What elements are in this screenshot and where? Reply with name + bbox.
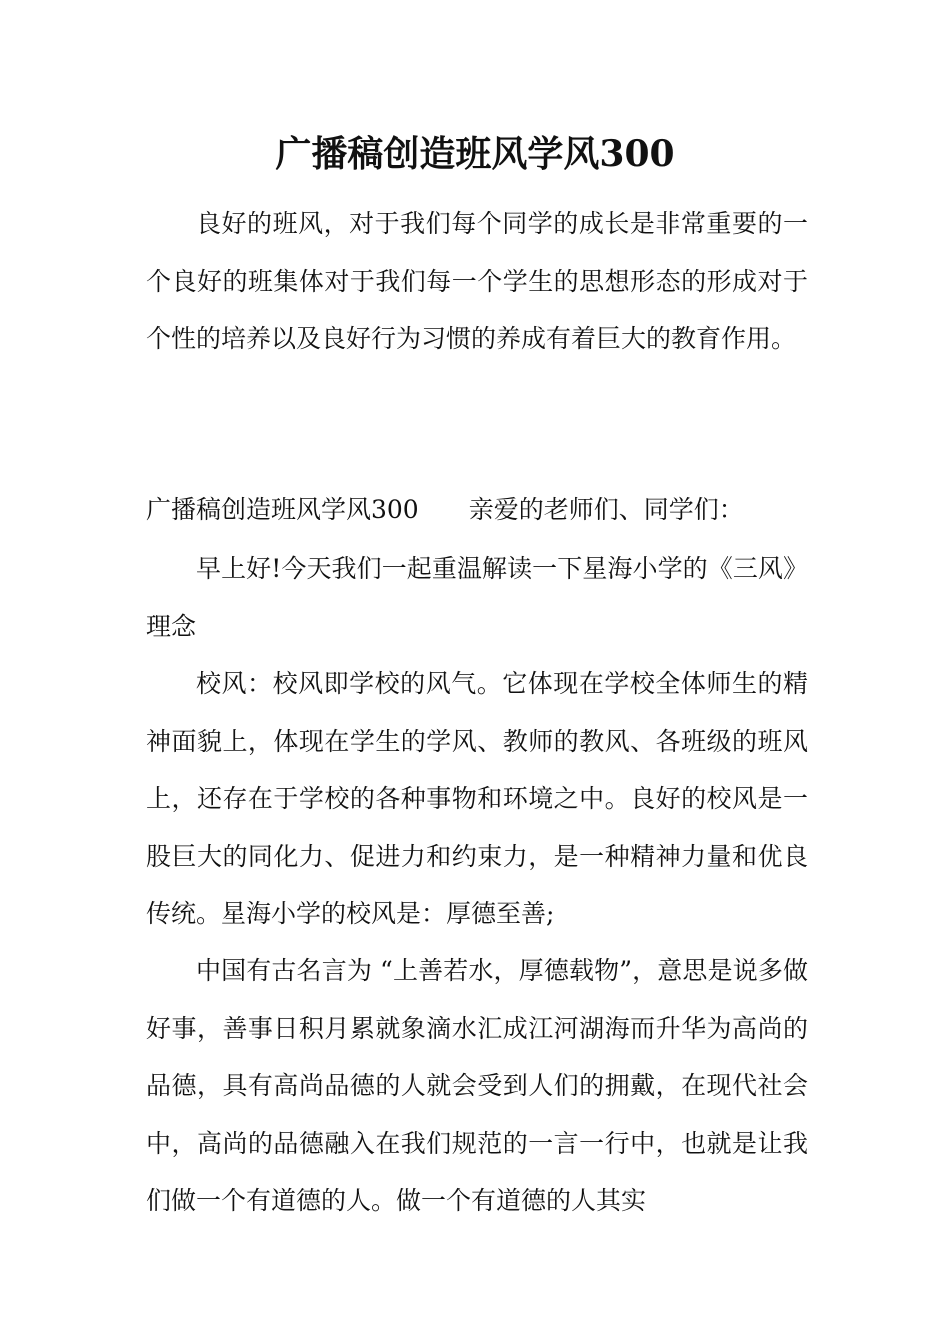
document-title: 广播稿创造班风学风300 <box>275 133 675 175</box>
paragraph-school-spirit: 校风：校风即学校的风气。它体现在学校全体师生的精神面貌上，体现在学生的学风、教师的教风、各班级的班风上，还存在于学校的各种事物和环境之中。良好的校风是一股巨大的同化力、促进力和约束力，是一种精神力量和优良传统。星海小学的校风是：厚德至善; <box>146 669 808 928</box>
greeting-line-salutation: 亲爱的老师们、同学们： <box>468 495 744 524</box>
paragraph-intro: 良好的班风，对于我们每个同学的成长是非常重要的一个良好的班集体对于我们每一个学生的思想形态的形成对于个性的培养以及良好行为习惯的养成有着巨大的教育作用。 <box>146 209 808 353</box>
greeting-line-title: 广播稿创造班风学风300 <box>146 495 419 524</box>
greeting-line <box>146 481 808 539</box>
paragraph-virtue: 中国有古名言为 “上善若水，厚德载物”，意思是说多做好事，善事日积月累就象滴水汇成江河湖海而升华为高尚的品德，具有高尚品德的人就会受到人们的拥戴，在现代社会中，高尚的品德融入在我们规范的一言一行中，也就是让我们做一个有道德的人。做一个有道德的人其实 <box>146 956 808 1215</box>
paragraph-morning: 早上好!今天我们一起重温解读一下星海小学的《三风》理念 <box>146 554 808 641</box>
